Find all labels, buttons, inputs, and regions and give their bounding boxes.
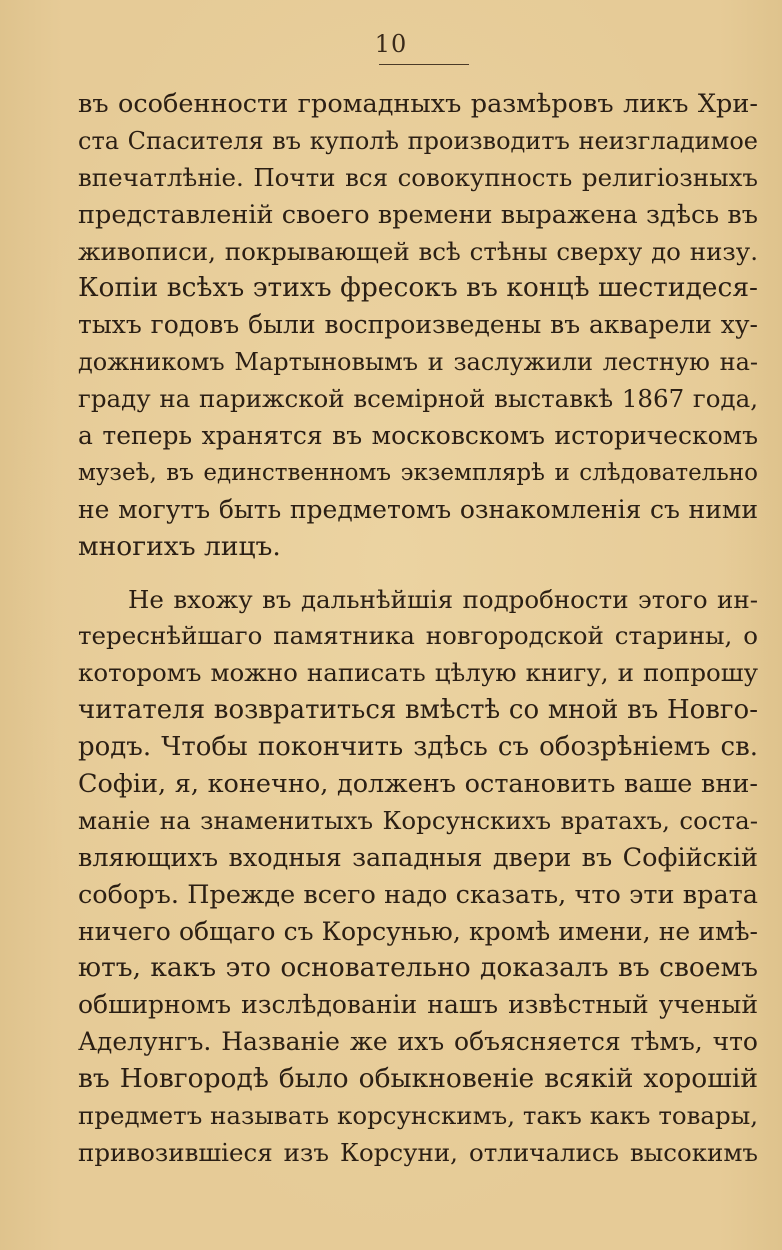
body-text (78, 86, 758, 1172)
text-line: Софіи, я, конечно, долженъ остановить ваше вни- (78, 769, 758, 800)
text-line: которомъ можно написать цѣлую книгу, и попрошу (78, 658, 758, 688)
text-line: ютъ, какъ это основательно доказалъ въ своемъ (78, 952, 758, 984)
text-line: представленій своего времени выражена здѣсь въ (78, 199, 758, 230)
text-line: не могутъ быть предметомъ ознакомленія съ ними (78, 494, 758, 524)
text-line: ничего общаго съ Корсунью, кромѣ имени, не имѣ- (78, 916, 758, 946)
text-line: музеѣ, въ единственномъ экземплярѣ и слѣдовательно (78, 459, 758, 486)
header-rule (379, 64, 469, 65)
page-number: 10 (374, 30, 408, 58)
text-line: дожникомъ Мартыновымъ и заслужили лестную на- (78, 348, 758, 377)
text-line: соборъ. Прежде всего надо сказать, что эти врата (78, 879, 758, 910)
text-line: Не вхожу въ дальнѣйшія подробности этого ин- (128, 584, 758, 614)
text-line: ста Спасителя въ куполѣ производитъ неизгладимое (78, 126, 758, 155)
text-line: Аделунгъ. Названіе же ихъ объясняется тѣмъ, что (78, 1027, 758, 1057)
text-line: а теперь хранятся въ московскомъ историческомъ (78, 421, 758, 451)
text-line: въ особенности громадныхъ размѣровъ ликъ Хри- (78, 89, 758, 119)
text-line: тыхъ годовъ были воспроизведены въ акварели ху- (78, 310, 758, 340)
text-line: родъ. Чтобы покончить здѣсь съ обозрѣніемъ св. (78, 732, 758, 763)
text-line: предметъ называть корсунскимъ, такъ какъ товары, (78, 1101, 758, 1131)
text-line: многихъ лицъ. (78, 530, 281, 562)
text-line: Копіи всѣхъ этихъ фресокъ въ концѣ шестидеся- (78, 272, 758, 304)
paragraph (78, 582, 758, 1172)
text-line: обширномъ изслѣдованіи нашъ извѣстный ученый (78, 990, 758, 1020)
text-line: маніе на знаменитыхъ Корсунскихъ вратахъ, соста- (78, 805, 758, 835)
text-line: впечатлѣніе. Почти вся совокупность религіозныхъ (78, 162, 758, 192)
text-line: читателя возвратиться вмѣстѣ со мной въ Новго- (78, 695, 758, 726)
paragraph (78, 86, 758, 566)
text-line: вляющихъ входныя западныя двери въ Софійскій (78, 842, 758, 873)
text-line: привозившіеся изъ Корсуни, отличались высокимъ (78, 1137, 758, 1167)
paragraph-gap (78, 566, 758, 582)
text-line: живописи, покрывающей всѣ стѣны сверху до низу. (78, 236, 758, 266)
text-line: тереснѣйшаго памятника новгородской старины, о (78, 621, 758, 651)
text-line: граду на парижской всемірной выставкѣ 1867 года, (78, 384, 758, 414)
text-line: въ Новгородѣ было обыкновеніе всякій хорошій (78, 1063, 758, 1095)
